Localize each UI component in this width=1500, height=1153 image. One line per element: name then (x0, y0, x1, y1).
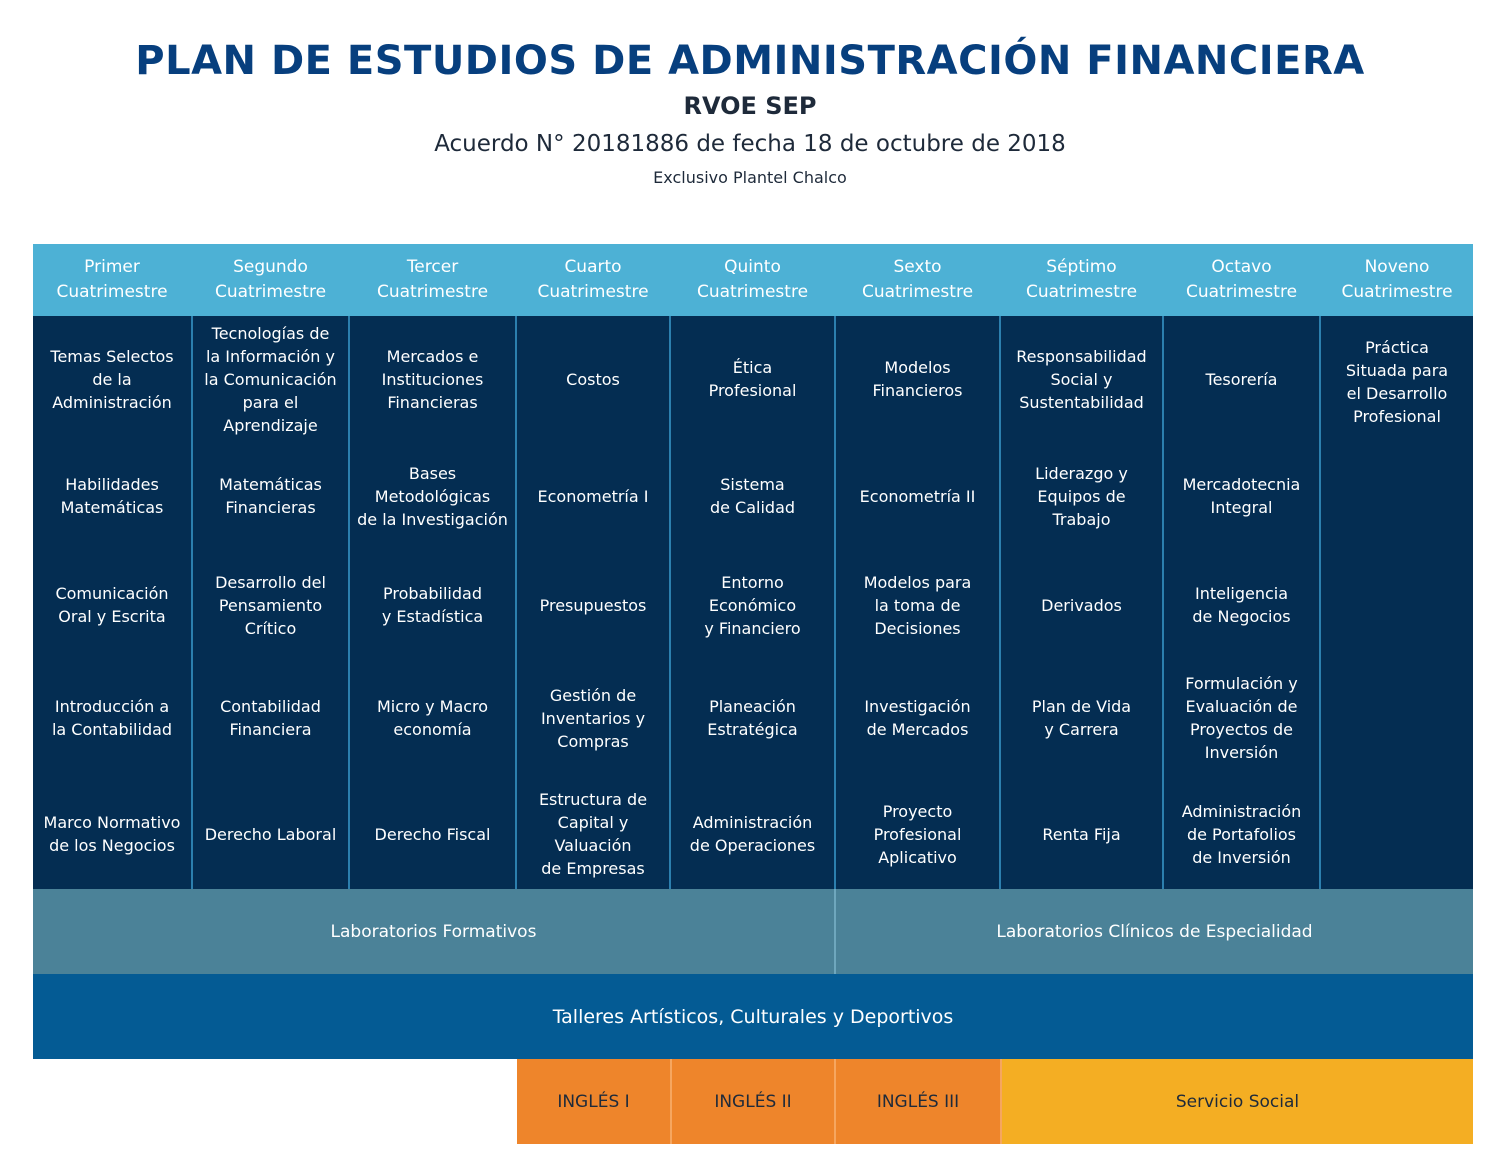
page-title: PLAN DE ESTUDIOS DE ADMINISTRACIÓN FINANCIERA (135, 38, 1365, 84)
subject-cell: Micro y Macro economía (376, 697, 489, 739)
subject-cell: Tecnologías de la Información y la Comunicación para el Aprendizaje (204, 323, 337, 435)
term-header: Quinto Cuatrimestre (696, 257, 809, 302)
subject-cell: Práctica Situada para el Desarrollo Profesional (1345, 338, 1449, 426)
ingles-2-cell: INGLÉS II (672, 1059, 834, 1144)
term-header: Noveno Cuatrimestre (1341, 257, 1453, 302)
bottom-divider (834, 1059, 836, 1144)
subject-cell: Administración de Portafolios de Inversión (1181, 801, 1302, 867)
subject-cell: Bases Metodológicas de la Investigación (357, 463, 508, 529)
subject-cell: Tesorería (1205, 369, 1278, 389)
agreement-text: Acuerdo N° 20181886 de fecha 18 de octubre de 2018 (434, 131, 1066, 157)
campus-text: Exclusivo Plantel Chalco (653, 168, 847, 187)
subject-cell: Liderazgo y Equipos de Trabajo (1035, 463, 1128, 529)
bottom-divider (1000, 1059, 1002, 1144)
subject-cell: Planeación Estratégica (707, 697, 798, 739)
subject-cell: Introducción a la Contabilidad (51, 697, 173, 739)
lab-clinicos: Laboratorios Clínicos de Especialidad (836, 889, 1473, 974)
subject-cell: Probabilidad y Estadística (381, 584, 484, 626)
subject-cell: Investigación de Mercados (864, 697, 971, 739)
column-divider (1319, 316, 1321, 889)
term-header: Primer Cuatrimestre (56, 257, 168, 302)
subject-cell: Econometría I (537, 486, 649, 506)
subject-cell: Marco Normativo de los Negocios (43, 813, 181, 855)
subject-cell: Responsabilidad Social y Sustentabilidad (1016, 346, 1147, 412)
subject-cell: Mercadotecnia Integral (1182, 475, 1301, 517)
subject-cell: Modelos Financieros (872, 358, 963, 400)
term-header: Tercer Cuatrimestre (376, 257, 489, 302)
subject-cell: Administración de Operaciones (689, 813, 816, 855)
subject-cell: Renta Fija (1042, 824, 1121, 844)
subject-cell: Habilidades Matemáticas (60, 475, 164, 517)
talleres-band: Talleres Artísticos, Culturales y Deportivos (33, 974, 1473, 1059)
column-divider (834, 316, 836, 889)
term-header: Cuarto Cuatrimestre (537, 257, 649, 302)
column-divider (669, 316, 671, 889)
subject-cell: Desarrollo del Pensamiento Crítico (215, 572, 326, 638)
subject-cell: Costos (566, 369, 620, 389)
column-divider (515, 316, 517, 889)
subject-cell: Derecho Fiscal (374, 824, 491, 844)
subject-cell: Derivados (1041, 595, 1122, 615)
subject-cell: Proyecto Profesional Aplicativo (873, 801, 962, 867)
bottom-divider (670, 1059, 672, 1144)
subject-cell: Gestión de Inventarios y Compras (540, 685, 646, 751)
subject-cell: Modelos para la toma de Decisiones (863, 572, 972, 638)
term-header: Sexto Cuatrimestre (861, 257, 974, 302)
term-header: Segundo Cuatrimestre (214, 257, 327, 302)
subject-cell: Mercados e Instituciones Financieras (381, 346, 484, 412)
subject-cell: Plan de Vida y Carrera (1031, 697, 1132, 739)
subject-cell: Presupuestos (539, 595, 647, 615)
subject-cell: Econometría II (859, 486, 976, 506)
term-header: Octavo Cuatrimestre (1185, 257, 1298, 302)
subject-cell: Inteligencia de Negocios (1192, 584, 1291, 626)
ingles-1-cell: INGLÉS I (517, 1059, 670, 1144)
subject-cell: Matemáticas Financieras (219, 475, 322, 517)
subject-cell: Sistema de Calidad (709, 475, 796, 517)
column-divider (999, 316, 1001, 889)
subject-cell: Temas Selectos de la Administración (50, 346, 174, 412)
subject-cell: Ética Profesional (708, 358, 797, 400)
subject-cell: Comunicación Oral y Escrita (55, 584, 169, 626)
subject-cell: Contabilidad Financiera (220, 697, 321, 739)
column-divider (191, 316, 193, 889)
ingles-3-cell: INGLÉS III (836, 1059, 1000, 1144)
lab-divider (834, 889, 836, 974)
subject-cell: Entorno Económico y Financiero (704, 572, 801, 638)
servicio-social-cell: Servicio Social (1002, 1059, 1473, 1144)
term-header: Séptimo Cuatrimestre (1025, 257, 1138, 302)
column-divider (1162, 316, 1164, 889)
subject-cell: Estructura de Capital y Valuación de Empresas (538, 790, 648, 878)
subject-cell: Formulación y Evaluación de Proyectos de Inversión (1185, 674, 1298, 762)
column-divider (348, 316, 350, 889)
subject-cell: Derecho Laboral (204, 824, 337, 844)
page-subtitle: RVOE SEP (683, 92, 817, 120)
lab-formativos: Laboratorios Formativos (33, 889, 834, 974)
